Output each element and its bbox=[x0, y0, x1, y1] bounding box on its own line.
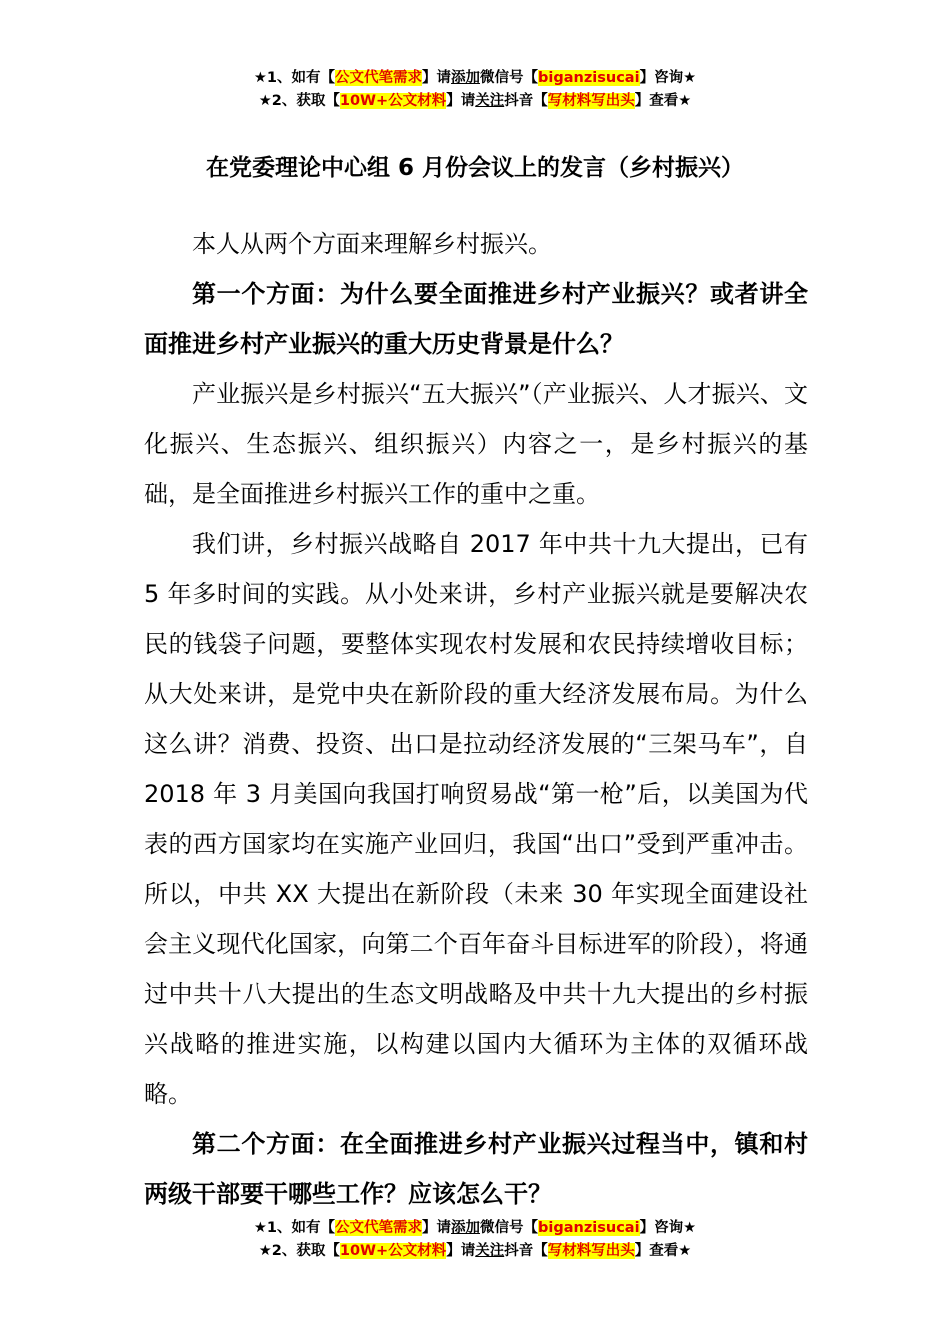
promo-text: ★1、如有【 bbox=[253, 70, 336, 86]
promo-text: 微信号【 bbox=[480, 1220, 539, 1236]
highlight-materials: 10W+公文材料 bbox=[339, 1243, 447, 1259]
promo-text: 】请 bbox=[446, 93, 476, 109]
highlight-wechat-id: biganzisucai bbox=[538, 1220, 640, 1236]
promo-line-2 bbox=[0, 90, 950, 113]
highlight-service: 公文代笔需求 bbox=[335, 70, 423, 86]
promo-line-1 bbox=[0, 67, 950, 90]
promo-text: 】查看★ bbox=[634, 1243, 692, 1259]
underlined-text: 关注 bbox=[475, 93, 505, 109]
section-heading-2: 第二个方面：在全面推进乡村产业振兴过程当中，镇和村两级干部要干哪些工作？应该怎么干？ bbox=[144, 1130, 808, 1208]
highlight-service: 公文代笔需求 bbox=[335, 1220, 423, 1236]
underlined-text: 添加 bbox=[451, 1220, 481, 1236]
underlined-text: 关注 bbox=[475, 1243, 505, 1259]
promo-text: ★2、获取【 bbox=[258, 1243, 340, 1259]
promo-line-2 bbox=[0, 1240, 950, 1263]
paragraph-intro: 本人从两个方面来理解乡村振兴。 bbox=[192, 230, 552, 258]
paragraph: 我们讲，乡村振兴战略自 2017 年中共十九大提出，已有 5 年多时间的实践。从小处来讲，乡村产业振兴就是要解决农民的钱袋子问题，要整体实现农村发展和农民持续增收目标；从大处来讲，是党中央在新阶段的重大经济发展布局。为什么这么讲？消费、投资、出口是拉动经济发展的“三架马车”，自 2018 年 3 月美国向我国打响贸易战“第一枪”后，以美国为代表的西方国家均在实施产业回归，我国“出口”受到严重冲击。所以，中共 XX 大提出在新阶段（未来 30 年实现全面建设社会主义现代化国家，向第二个百年奋斗目标进军的阶段），将通过中共十八大提出的生态文明战略及中共十九大提出的乡村振兴战略的推进实施，以构建以国内大循环为主体的双循环战略。 bbox=[144, 530, 808, 1108]
promo-text: 】查看★ bbox=[634, 93, 692, 109]
section-heading-1: 第一个方面：为什么要全面推进乡村产业振兴？或者讲全面推进乡村产业振兴的重大历史背景是什么？ bbox=[144, 280, 808, 358]
highlight-materials: 10W+公文材料 bbox=[339, 93, 447, 109]
paragraph: 产业振兴是乡村振兴“五大振兴”（产业振兴、人才振兴、文化振兴、生态振兴、组织振兴）内容之一，是乡村振兴的基础，是全面推进乡村振兴工作的重中之重。 bbox=[144, 380, 808, 508]
promo-text: ★1、如有【 bbox=[253, 1220, 336, 1236]
promo-text: 】请 bbox=[422, 1220, 452, 1236]
highlight-douyin-account: 写材料写出头 bbox=[547, 1243, 635, 1259]
promo-text: 微信号【 bbox=[480, 70, 539, 86]
promo-text: 抖音【 bbox=[504, 1243, 548, 1259]
highlight-wechat-id: biganzisucai bbox=[538, 70, 640, 86]
promo-text: ★2、获取【 bbox=[258, 93, 340, 109]
underlined-text: 添加 bbox=[451, 70, 481, 86]
document-title: 在党委理论中心组 6 月份会议上的发言（乡村振兴） bbox=[205, 155, 745, 181]
promo-line-1 bbox=[0, 1217, 950, 1240]
footer-promo-banner bbox=[0, 1217, 950, 1263]
promo-text: 】请 bbox=[422, 70, 452, 86]
promo-text: 】咨询★ bbox=[639, 70, 697, 86]
promo-text: 】咨询★ bbox=[639, 1220, 697, 1236]
promo-text: 】请 bbox=[446, 1243, 476, 1259]
document-body bbox=[144, 219, 808, 1219]
header-promo-banner bbox=[0, 67, 950, 113]
promo-text: 抖音【 bbox=[504, 93, 548, 109]
highlight-douyin-account: 写材料写出头 bbox=[547, 93, 635, 109]
